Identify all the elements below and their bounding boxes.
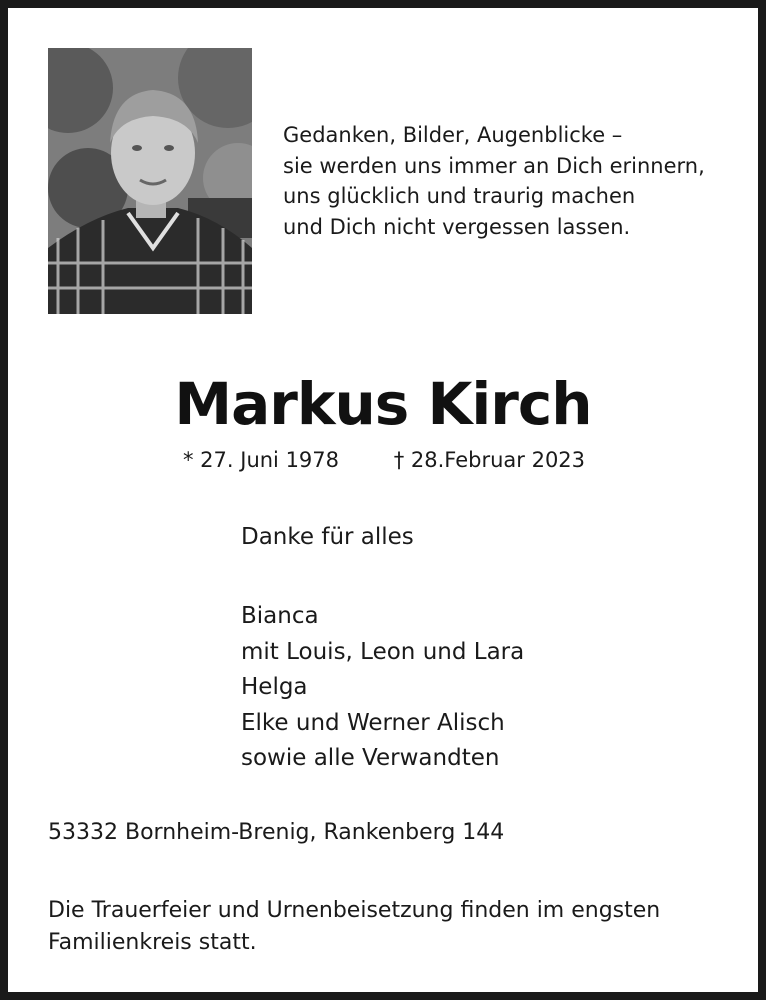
- mourner-entry: sowie alle Verwandten: [241, 745, 500, 771]
- quote-line: Gedanken, Bilder, Augenblicke –: [283, 123, 623, 147]
- funeral-notice: [48, 895, 738, 959]
- quote-line: sie werden uns immer an Dich erinnern,: [283, 153, 705, 178]
- address: 53332 Bornheim-Brenig, Rankenberg 144: [48, 820, 505, 845]
- mourner-entry: Elke und Werner Alisch: [241, 709, 505, 736]
- notice-line: Familienkreis statt.: [48, 930, 257, 955]
- portrait-photo: [48, 48, 252, 314]
- birth-date: * 27. Juni 1978: [183, 448, 340, 472]
- thanks-line: Danke für alles: [241, 524, 414, 550]
- portrait-image: [48, 48, 252, 314]
- deceased-name: Markus Kirch: [174, 370, 592, 438]
- mourner-entry: mit Louis, Leon und Lara: [241, 638, 525, 665]
- notice-line: Die Trauerfeier und Urnenbeisetzung finden im engsten: [48, 898, 661, 923]
- mourner-entry: Bianca: [241, 603, 319, 629]
- mourner-entry: Helga: [241, 674, 308, 700]
- quote-line: uns glücklich und traurig machen: [283, 184, 636, 208]
- quote-line: und Dich nicht vergessen lassen.: [283, 214, 631, 239]
- memorial-quote: [283, 120, 743, 242]
- mourners-list: [241, 599, 524, 777]
- death-date: † 28.Februar 2023: [393, 448, 586, 472]
- life-dates: [183, 448, 585, 472]
